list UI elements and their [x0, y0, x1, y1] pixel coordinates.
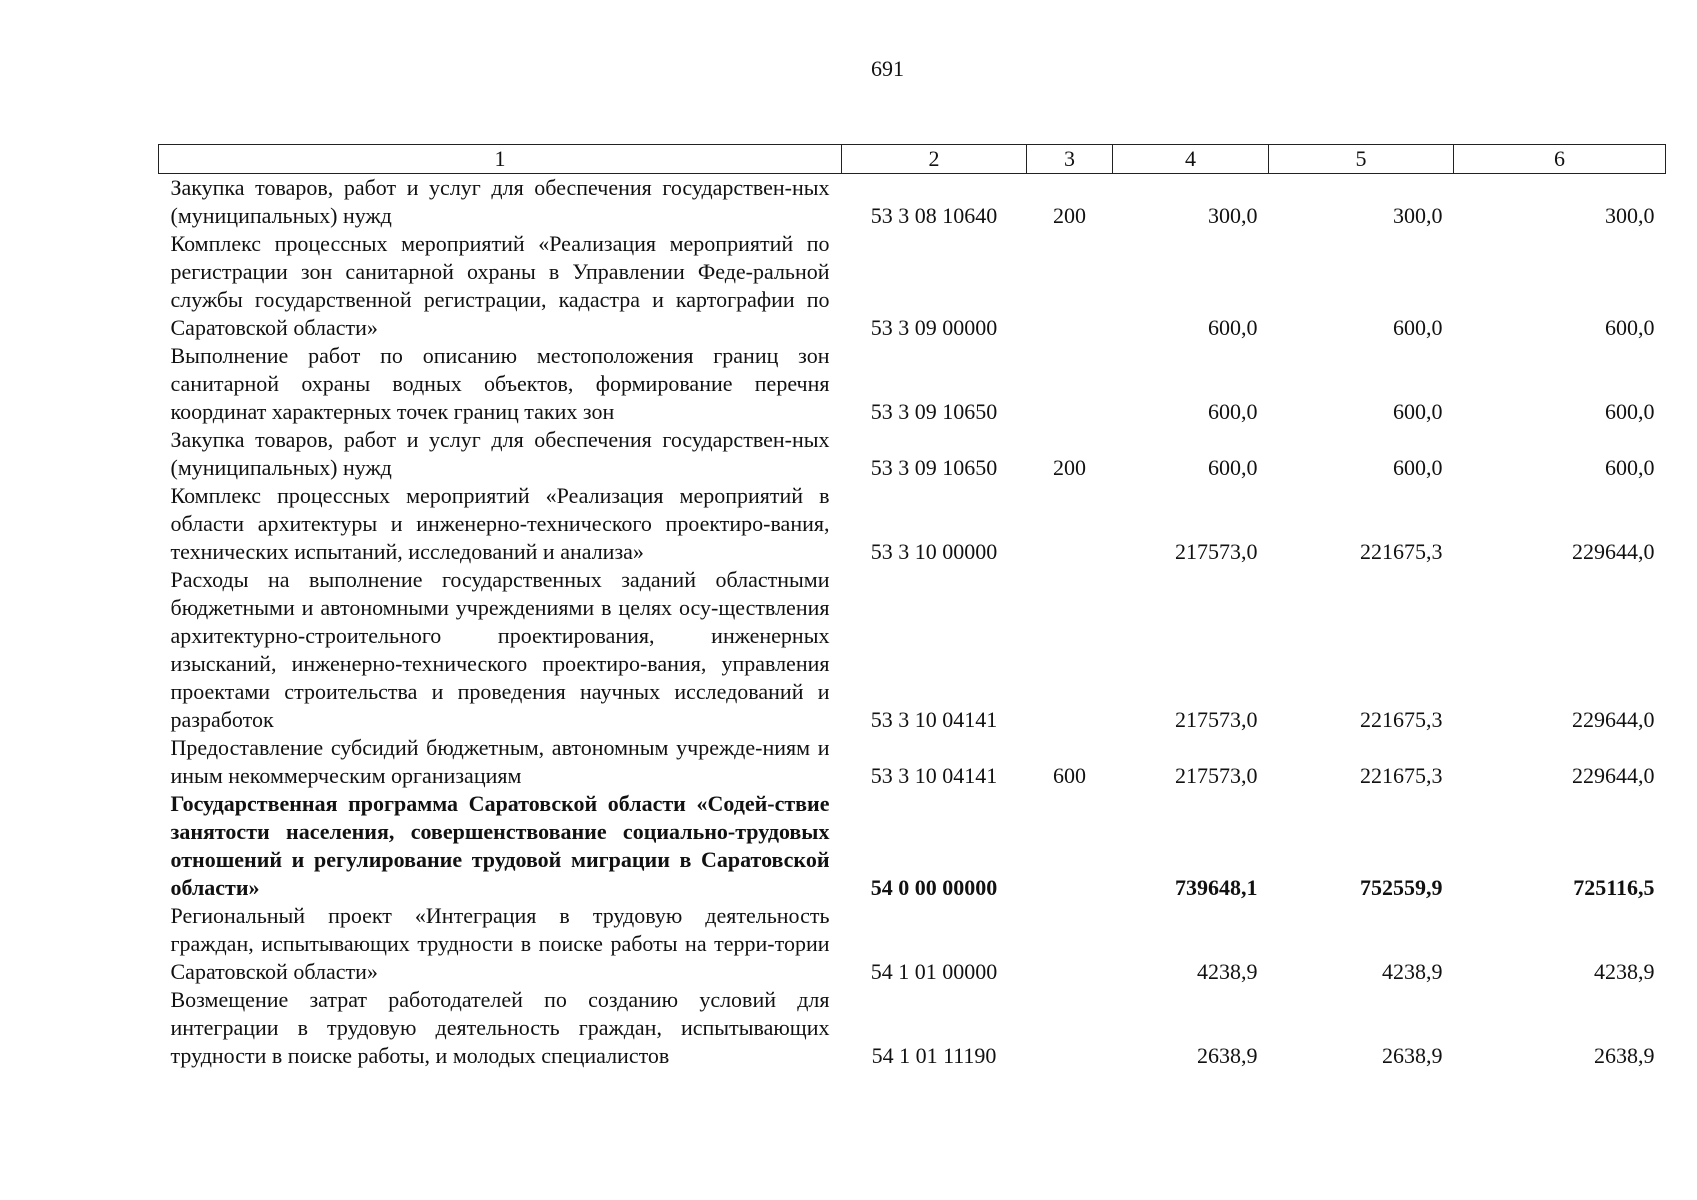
header-col-4: 4 [1113, 145, 1269, 174]
row-value-col5: 752559,9 [1360, 875, 1443, 900]
budget-table [158, 144, 1666, 1070]
row-description: Выполнение работ по описанию местоположения границ зон санитарной охраны водных объектов, формирование перечня координат характерных точек границ таких зон [170, 343, 830, 424]
row-value-col6: 229644,0 [1572, 539, 1655, 564]
row-value-col4: 217573,0 [1175, 763, 1258, 788]
row-description: Региональный проект «Интеграция в трудовую деятельность граждан, испытывающих трудности в поиске работы на терри-тории Саратовской области» [170, 903, 830, 984]
row-code: 53 3 09 10650 [870, 455, 998, 480]
row-code: 53 3 08 10640 [870, 203, 998, 228]
row-value-col5: 600,0 [1393, 399, 1443, 424]
row-description: Закупка товаров, работ и услуг для обеспечения государствен-ных (муниципальных) нужд [170, 175, 830, 228]
row-value-col4: 600,0 [1208, 455, 1258, 480]
row-value-col6: 600,0 [1605, 455, 1655, 480]
page-number: 691 [871, 56, 904, 81]
header-col-5: 5 [1269, 145, 1454, 174]
row-code: 53 3 10 00000 [870, 539, 998, 564]
row-code: 54 0 00 00000 [870, 875, 998, 900]
table-row [159, 566, 1666, 734]
row-value-col4: 217573,0 [1175, 539, 1258, 564]
row-value-col6: 229644,0 [1572, 707, 1655, 732]
table-row [159, 986, 1666, 1070]
row-expense-type [1027, 482, 1113, 566]
row-value-col4: 2638,9 [1197, 1043, 1258, 1068]
row-value-col6: 4238,9 [1594, 959, 1655, 984]
row-expense-type: 200 [1053, 203, 1086, 228]
row-code: 53 3 10 04141 [870, 707, 998, 732]
row-value-col4: 300,0 [1208, 203, 1258, 228]
row-value-col6: 725116,5 [1573, 875, 1655, 900]
row-code: 53 3 09 10650 [870, 399, 998, 424]
row-value-col4: 600,0 [1208, 315, 1258, 340]
row-value-col5: 4238,9 [1382, 959, 1443, 984]
row-description: Возмещение затрат работодателей по созданию условий для интеграции в трудовую деятельность граждан, испытывающих трудности в поиске работы, и молодых специалистов [170, 987, 830, 1068]
table-row [159, 230, 1666, 342]
row-value-col5: 221675,3 [1360, 707, 1443, 732]
row-expense-type [1027, 790, 1113, 902]
table-row [159, 482, 1666, 566]
row-value-col5: 221675,3 [1360, 539, 1443, 564]
header-col-1: 1 [159, 145, 842, 174]
row-value-col6: 229644,0 [1572, 763, 1655, 788]
row-code: 54 1 01 11190 [871, 1043, 997, 1068]
row-code: 53 3 10 04141 [870, 763, 998, 788]
row-value-col4: 739648,1 [1175, 875, 1258, 900]
row-value-col5: 300,0 [1393, 203, 1443, 228]
header-col-2: 2 [842, 145, 1027, 174]
header-col-6: 6 [1454, 145, 1666, 174]
row-value-col6: 2638,9 [1594, 1043, 1655, 1068]
table-header [159, 145, 1666, 174]
row-expense-type [1027, 902, 1113, 986]
table-row [159, 426, 1666, 482]
table-row [159, 902, 1666, 986]
row-value-col5: 600,0 [1393, 455, 1443, 480]
row-description: Комплекс процессных мероприятий «Реализация мероприятий в области архитектуры и инженерно-технического проектиро-вания, технических испытаний, исследований и анализа» [170, 483, 830, 564]
row-code: 54 1 01 00000 [870, 959, 998, 984]
table-body [159, 174, 1666, 1071]
row-description: Предоставление субсидий бюджетным, автономным учрежде-ниям и иным некоммерческим организациям [170, 735, 830, 788]
row-description: Закупка товаров, работ и услуг для обеспечения государствен-ных (муниципальных) нужд [170, 427, 830, 480]
row-expense-type: 200 [1053, 455, 1086, 480]
row-value-col6: 600,0 [1605, 315, 1655, 340]
row-expense-type [1027, 342, 1113, 426]
row-expense-type [1027, 230, 1113, 342]
row-description: Комплекс процессных мероприятий «Реализация мероприятий по регистрации зон санитарной охраны в Управлении Феде-ральной службы государственной регистрации, кадастра и картографии по Саратовской области» [170, 231, 830, 340]
row-value-col5: 600,0 [1393, 315, 1443, 340]
table-row [159, 342, 1666, 426]
table-row [159, 734, 1666, 790]
row-value-col5: 2638,9 [1382, 1043, 1443, 1068]
table-row [159, 174, 1666, 231]
row-value-col6: 600,0 [1605, 399, 1655, 424]
row-code: 53 3 09 00000 [870, 315, 998, 340]
row-value-col4: 4238,9 [1197, 959, 1258, 984]
row-description: Расходы на выполнение государственных заданий областными бюджетными и автономными учреждениями в целях осу-ществления архитектурно-строительного проектирования, инженерных изысканий, инженерно-технического проектиро-вания, управления проектами строительства и проведения научных исследований и разработок [170, 567, 830, 732]
row-expense-type [1027, 986, 1113, 1070]
header-row [159, 145, 1666, 174]
header-col-3: 3 [1027, 145, 1113, 174]
budget-table-container [158, 144, 1665, 1070]
row-value-col5: 221675,3 [1360, 763, 1443, 788]
row-expense-type: 600 [1053, 763, 1086, 788]
row-value-col6: 300,0 [1605, 203, 1655, 228]
table-row [159, 790, 1666, 902]
row-value-col4: 600,0 [1208, 399, 1258, 424]
row-value-col4: 217573,0 [1175, 707, 1258, 732]
row-description: Государственная программа Саратовской области «Содей-ствие занятости населения, совершенствование социально-трудовых отношений и регулирование трудовой миграции в Саратовской области» [170, 791, 830, 900]
row-expense-type [1027, 566, 1113, 734]
